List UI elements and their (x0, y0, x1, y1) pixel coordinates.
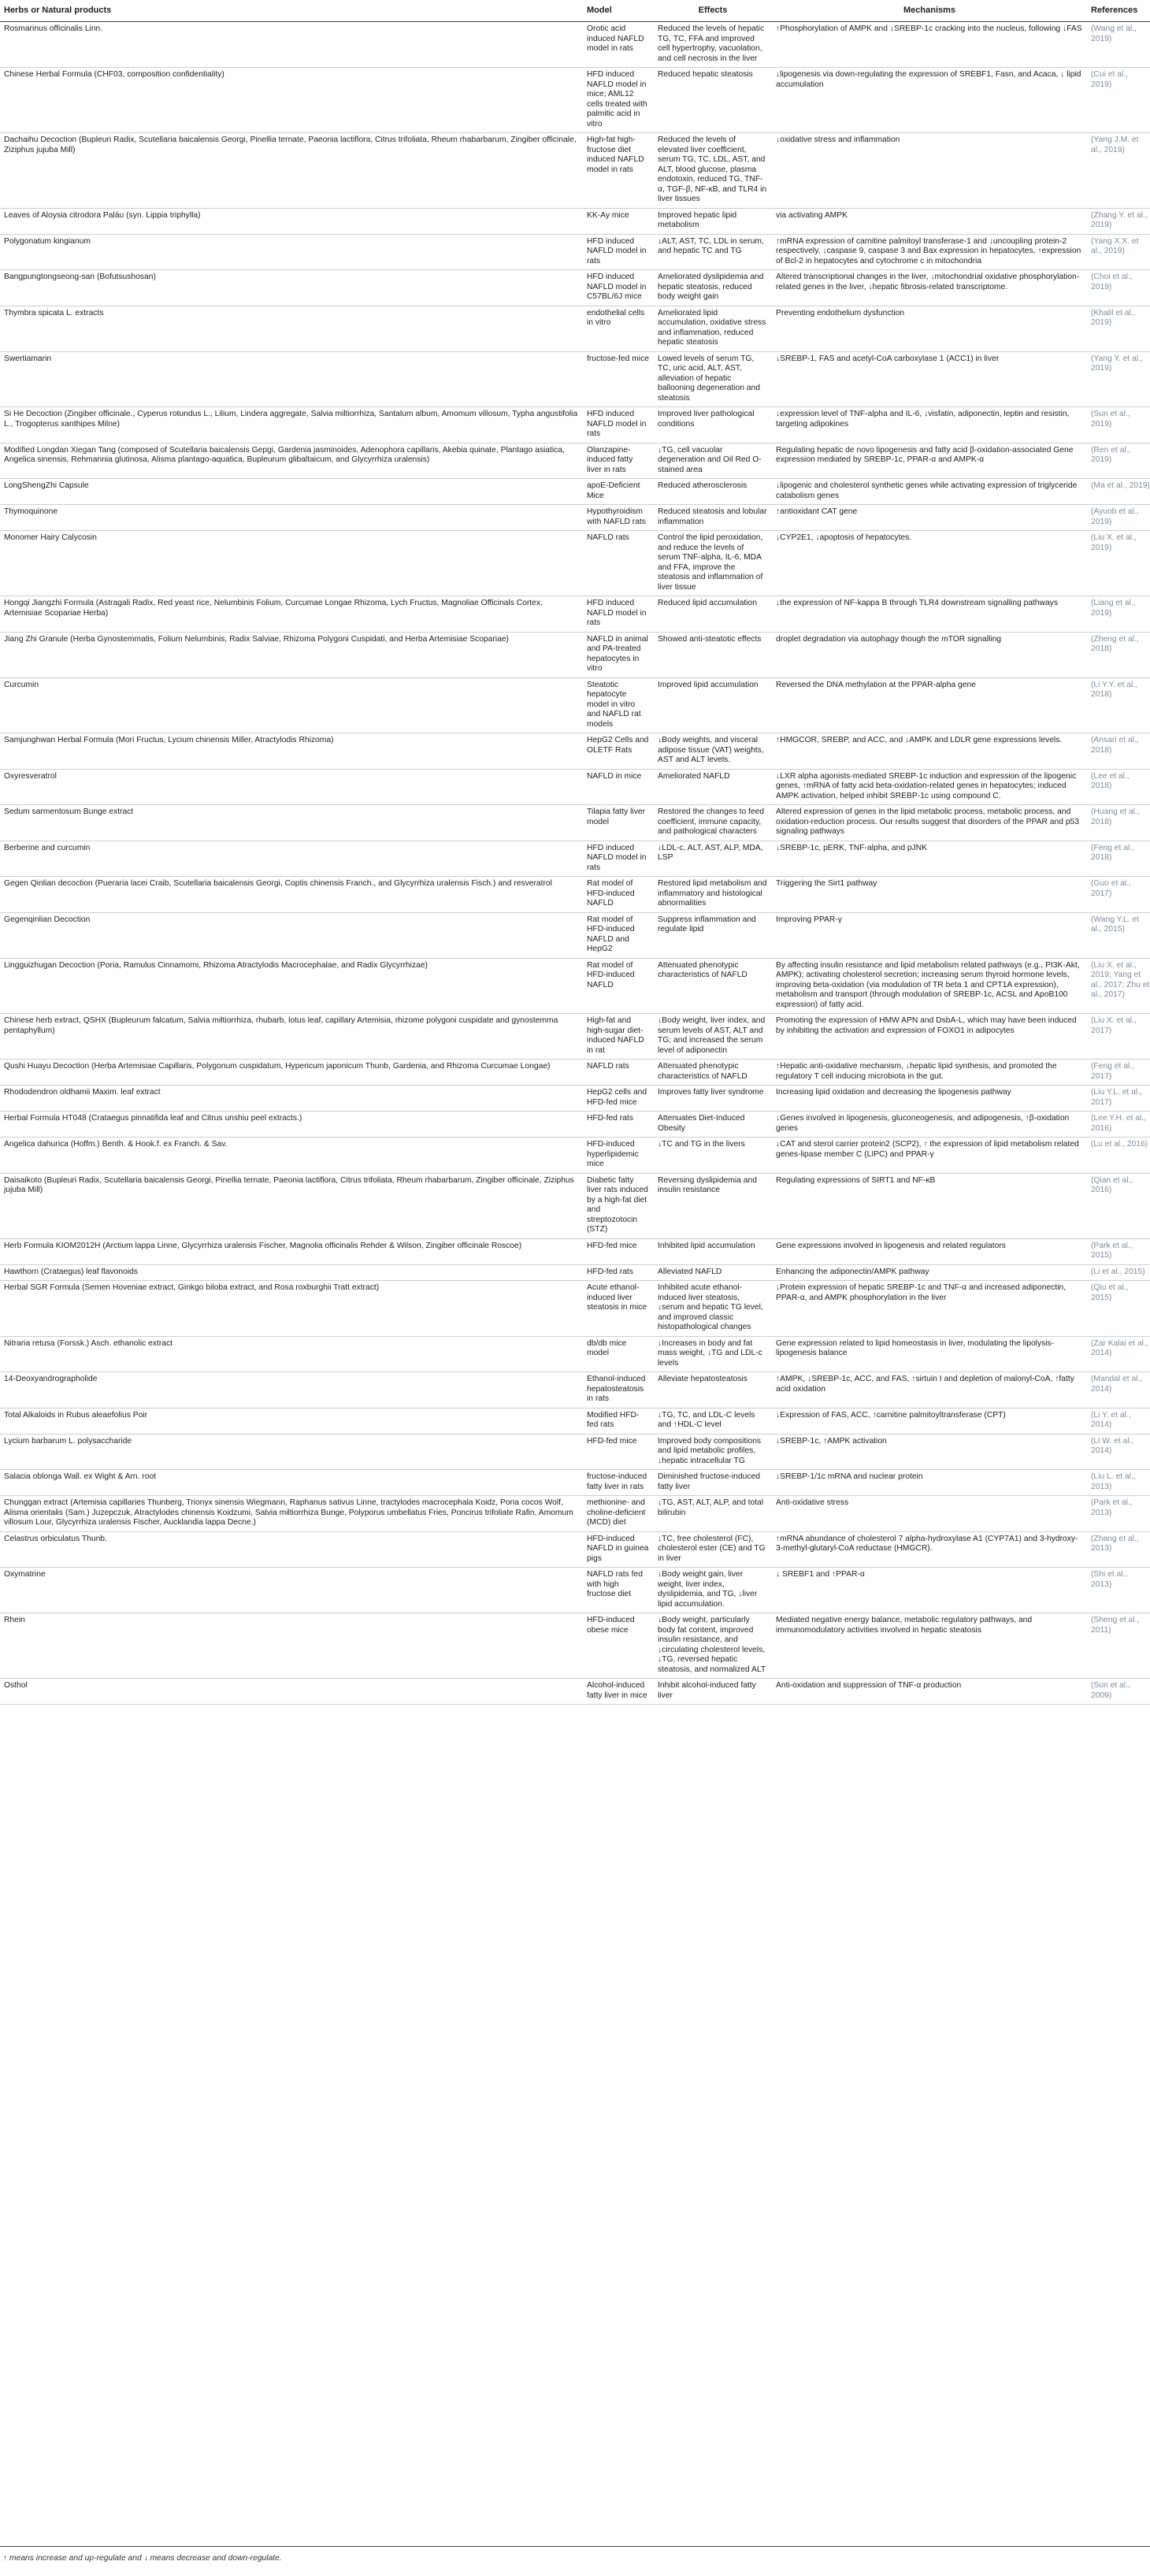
cell-mechanisms: ↓CAT and sterol carrier protein2 (SCP2), ↑ the expression of lipid metabolism related genes-lipase member C (LIPC) and PPAR-γ (772, 1138, 1087, 1174)
cell-mechanisms: ↑mRNA expression of carnitine palmitoyl transferase-1 and ↓uncoupling protein-2 respectively, ↓caspase 9, caspase 3 and Bax expression in hepatocytes, ↑expression of Bcl-2 in hepatocytes and cytochrome c in mitochondria (772, 234, 1087, 270)
cell-model: HFD-fed rats (583, 1264, 654, 1281)
cell-herb: Gegen Qinlian decoction (Pueraria lacei Craib, Scutellaria baicalensis Georgi, Coptis chinensis Franch., and Glycyrrhiza uralensis Fisch.) and resveratrol (0, 877, 583, 913)
cell-model: HFD induced NAFLD model in C57BL/6J mice (583, 270, 654, 306)
cell-herb: Lycium barbarum L. polysaccharide (0, 1434, 583, 1470)
cell-mechanisms: ↑Phosphorylation of AMPK and ↓SREBP-1c cracking into the nucleus, following ↓FAS (772, 22, 1087, 68)
cell-model: NAFLD rats fed with high fructose diet (583, 1568, 654, 1613)
cell-mechanisms: ↑antioxidant CAT gene (772, 505, 1087, 531)
cell-herb: Jiang Zhi Granule (Herba Gynostemmatis, Folium Nelumbinis, Radix Salviae, Rhizoma Polygoni Cuspidati, and Herba Artemisiae Scopariae) (0, 632, 583, 677)
cell-effects: Alleviated NAFLD (654, 1264, 772, 1281)
cell-mechanisms: ↓oxidative stress and inflammation (772, 133, 1087, 209)
cell-herb: LongShengZhi Capsule (0, 479, 583, 505)
table-row (0, 1372, 1150, 1409)
table-row (0, 133, 1150, 209)
table-row (0, 1408, 1150, 1434)
cell-effects: ↓TG, cell vacuolar degeneration and Oil Red O-stained area (654, 443, 772, 479)
cell-effects: Improves fatty liver syndrome (654, 1086, 772, 1112)
cell-effects: Ameliorated NAFLD (654, 769, 772, 805)
cell-mechanisms: ↓the expression of NF-kappa B through TLR4 downstream signalling pathways (772, 596, 1087, 633)
cell-mechanisms: droplet degradation via autophagy though the mTOR signalling (772, 632, 1087, 677)
cell-model: endothelial cells in vitro (583, 306, 654, 351)
table-row (0, 805, 1150, 841)
cell-effects: Attenuates Diet-Induced Obesity (654, 1112, 772, 1138)
cell-reference[interactable]: (Liu X. et al., 2019; Yang et al., 2017; Zhu et al., 2017) (1087, 958, 1150, 1014)
cell-reference[interactable]: (Ren et al., 2019) (1087, 443, 1150, 479)
table-row (0, 1112, 1150, 1138)
col-header-references: References (1087, 0, 1150, 22)
cell-herb: Thymoquinone (0, 505, 583, 531)
cell-herb: Rhein (0, 1613, 583, 1679)
cell-effects: ↓Body weight gain, liver weight, liver index, dyslipidemia, and TG, ↓liver lipid accumulation. (654, 1568, 772, 1613)
cell-herb: Monomer Hairy Calycosin (0, 531, 583, 596)
cell-reference[interactable]: (Li Y.Y. et al., 2018) (1087, 677, 1150, 733)
col-header-herbs: Herbs or Natural products (0, 0, 583, 22)
cell-reference[interactable]: (Zheng et al., 2018) (1087, 632, 1150, 677)
cell-mechanisms: ↓CYP2E1, ↓apoptosis of hepatocytes. (772, 531, 1087, 596)
cell-mechanisms: By affecting insulin resistance and lipid metabolism related pathways (e.g., PI3K-Akt, AMPK); activating cholesterol secretion; increasing serum thyroid hormone levels, improving beta-oxidation (via modulation of TR beta 1 and CPT1A expression), metabolism and transport (through modulation of SREBP-1c, ACSL and ApoB100 expression) of fatty acid. (772, 958, 1087, 1014)
cell-effects: ↓Body weights, and visceral adipose tissue (VAT) weights, AST and ALT levels. (654, 733, 772, 770)
cell-mechanisms: ↓expression level of TNF-alpha and IL-6, ↓visfatin, adiponectin, leptin and resistin, targeting adipokines (772, 407, 1087, 444)
cell-herb: Curcumin (0, 677, 583, 733)
footnote-divider (0, 2546, 1150, 2547)
table-row (0, 270, 1150, 306)
cell-mechanisms: via activating AMPK (772, 208, 1087, 234)
cell-reference[interactable]: (Liang et al., 2019) (1087, 596, 1150, 633)
cell-herb: Gegenqinlian Decoction (0, 912, 583, 958)
cell-effects: Control the lipid peroxidation, and reduce the levels of serum TNF-alpha, IL-6, MDA and FFA, improve the steatosis and inflammation of liver tissue (654, 531, 772, 596)
cell-herb: Oxymatrine (0, 1568, 583, 1613)
cell-reference[interactable]: (Park et al., 2015) (1087, 1238, 1150, 1264)
cell-reference[interactable]: (Park et al., 2013) (1087, 1496, 1150, 1532)
cell-effects: ↓TC and TG in the livers (654, 1138, 772, 1174)
cell-reference[interactable]: (Yang Y. et al., 2019) (1087, 351, 1150, 407)
cell-effects: Ameliorated dyslipidemia and hepatic steatosis, reduced body weight gain (654, 270, 772, 306)
table-row (0, 769, 1150, 805)
cell-mechanisms: ↓ SREBF1 and ↑PPAR-α (772, 1568, 1087, 1613)
cell-model: db/db mice model (583, 1336, 654, 1372)
cell-mechanisms: ↑mRNA abundance of cholesterol 7 alpha-hydroxylase A1 (CYP7A1) and 3-hydroxy-3-methyl-glutaryl-CoA reductase (HMGCR). (772, 1531, 1087, 1568)
cell-effects: Ameliorated lipid accumulation, oxidative stress and inflammation, reduced hepatic steatosis (654, 306, 772, 351)
cell-effects: Attenuated phenotypic characteristics of NAFLD (654, 958, 772, 1014)
cell-effects: ↓ALT, AST, TC, LDL in serum, and hepatic TC and TG (654, 234, 772, 270)
cell-herb: Chinese Herbal Formula (CHF03, composition confidentiality) (0, 68, 583, 133)
cell-effects: ↓TC, free cholesterol (FC), cholesterol ester (CE) and TG in liver (654, 1531, 772, 1568)
cell-effects: Reduced steatosis and lobular inflammation (654, 505, 772, 531)
cell-reference[interactable]: (Cui et al., 2019) (1087, 68, 1150, 133)
col-header-effects: Effects (654, 0, 772, 22)
cell-mechanisms: Preventing endothelium dysfunction (772, 306, 1087, 351)
cell-effects: Reduced the levels of elevated liver coefficient, serum TG, TC, LDL, AST, and ALT, blood glucose, plasma endotoxin, reduced TG, TNF-α, TGF-β, NF-κB, and TLR4 in liver tissues (654, 133, 772, 209)
cell-mechanisms: Anti-oxidative stress (772, 1496, 1087, 1532)
cell-model: Acute ethanol-induced liver steatosis in mice (583, 1281, 654, 1337)
col-header-model: Model (583, 0, 654, 22)
cell-model: NAFLD rats (583, 531, 654, 596)
cell-effects: ↓Body weight, particularly body fat content, improved insulin resistance, and ↓circulating cholesterol levels, ↓TG, reversed hepatic steatosis, and normalized ALT (654, 1613, 772, 1679)
table-row (0, 841, 1150, 877)
cell-mechanisms: ↓Genes involved in lipogenesis, gluconeogenesis, and adipogenesis, ↑β-oxidation genes (772, 1112, 1087, 1138)
cell-reference[interactable]: (Liu X. et al., 2017) (1087, 1014, 1150, 1060)
table-row (0, 677, 1150, 733)
cell-mechanisms: Gene expression related to lipid homeostasis in liver, modulating the lipolysis-lipogenesis balance (772, 1336, 1087, 1372)
cell-herb: Dachaihu Decoction (Bupleuri Radix, Scutellaria baicalensis Georgi, Pinellia ternate, Paeonia lactiflora, Citrus trifoliata, Rheum rhabarbarum, Zingiber officinale, Ziziphus jujuba Mill) (0, 133, 583, 209)
cell-mechanisms: ↓LXR alpha agonists-mediated SREBP-1c induction and expression of the lipogenic genes, ↑mRNA of fatty acid beta-oxidation-related genes in hepatocytes; induced AMPK activation, helped inhibit SREBP-1c using compound C. (772, 769, 1087, 805)
cell-herb: Osthol (0, 1679, 583, 1705)
cell-mechanisms: ↑AMPK, ↓SREBP-1c, ACC, and FAS, ↑sirtuin I and depletion of malonyl-CoA, ↑fatty acid oxidation (772, 1372, 1087, 1409)
cell-effects: Alleviate hepatosteatosis (654, 1372, 772, 1409)
cell-reference[interactable]: (Qiu et al., 2015) (1087, 1281, 1150, 1337)
cell-herb: Swertiamarin (0, 351, 583, 407)
table-row (0, 22, 1150, 68)
cell-model: Ethanol-induced hepatosteatosis in rats (583, 1372, 654, 1409)
cell-herb: 14-Deoxyandrographolide (0, 1372, 583, 1409)
cell-effects: Lowed levels of serum TG, TC, uric acid, ALT, AST, alleviation of hepatic ballooning degeneration and steatosis (654, 351, 772, 407)
cell-reference[interactable]: (Sheng et al., 2011) (1087, 1613, 1150, 1679)
cell-reference[interactable]: (Li W. et al., 2014) (1087, 1434, 1150, 1470)
table-row (0, 877, 1150, 913)
cell-reference[interactable]: (Sun et al., 2019) (1087, 407, 1150, 444)
cell-mechanisms: ↑HMGCOR, SREBP, and ACC, and ↓AMPK and LDLR gene expressions levels. (772, 733, 1087, 770)
cell-model: HFD-fed rats (583, 1112, 654, 1138)
table-row (0, 1434, 1150, 1470)
cell-model: Steatotic hepatocyte model in vitro and NAFLD rat models (583, 677, 654, 733)
table-row (0, 1336, 1150, 1372)
cell-reference[interactable]: (Ayuob et al., 2019) (1087, 505, 1150, 531)
table-row (0, 1264, 1150, 1281)
cell-mechanisms: ↓SREBP-1c, ↑AMPK activation (772, 1434, 1087, 1470)
cell-model: HFD induced NAFLD model in mice; AML12 cells treated with palmitic acid in vitro (583, 68, 654, 133)
cell-model: HFD-induced obese mice (583, 1613, 654, 1679)
cell-effects: Improved liver pathological conditions (654, 407, 772, 444)
table-row (0, 479, 1150, 505)
cell-mechanisms: ↓Protein expression of hepatic SREBP-1c and TNF-α and increased adiponectin, PPAR-α, and AMPK phosphorylation in the liver (772, 1281, 1087, 1337)
cell-effects: Improved lipid accumulation (654, 677, 772, 733)
cell-herb: Sedum sarmentosum Bunge extract (0, 805, 583, 841)
cell-effects: Reduced hepatic steatosis (654, 68, 772, 133)
cell-herb: Polygonatum kingianum (0, 234, 583, 270)
cell-herb: Qushi Huayu Decoction (Herba Artemisiae Capillaris, Polygonum cuspidatum, Hypericum japonicum Thunb, Gardenia, and Rhizoma Curcumae Longae) (0, 1060, 583, 1086)
table-row (0, 505, 1150, 531)
cell-reference[interactable]: (Yang J.M. et al., 2019) (1087, 133, 1150, 209)
cell-model: HFD-fed mice (583, 1434, 654, 1470)
table-row (0, 407, 1150, 444)
cell-reference[interactable]: (Ma et al., 2019) (1087, 479, 1150, 505)
cell-model: High-fat high-fructose diet induced NAFLD model in rats (583, 133, 654, 209)
cell-mechanisms: ↓Expression of FAS, ACC, ↑carnitine palmitoyltransferase (CPT) (772, 1408, 1087, 1434)
cell-effects: ↓TG, AST, ALT, ALP, and total bilirubin (654, 1496, 772, 1532)
table-row (0, 1238, 1150, 1264)
cell-effects: Improved body compositions and lipid metabolic profiles, ↓hepatic intracellular TG (654, 1434, 772, 1470)
cell-herb: Modified Longdan Xiegan Tang (composed of Scutellaria baicalensis Gepgi, Gardenia jasminoides, Adenophora capillaris, Akebia quinate, Plantago asiatica, Angelica sinensis, Rehmannia glutinosa, Alisma plantago-aquatica, Bupleurum glibaltaicum, and Glycyrrhiza uralensis) (0, 443, 583, 479)
table-row (0, 68, 1150, 133)
cell-herb: Total Alkaloids in Rubus aleaefolius Poir (0, 1408, 583, 1434)
cell-herb: Celastrus orbiculatus Thunb. (0, 1531, 583, 1568)
cell-herb: Berberine and curcumin (0, 841, 583, 877)
cell-mechanisms: Promoting the expression of HMW APN and DsbA-L, which may have been induced by inhibiting the activation and expression of FOXO1 in adipocytes (772, 1014, 1087, 1060)
cell-herb: Daisaikoto (Bupleuri Radix, Scutellaria baicalensis Georgi, Pinellia ternate, Paeonia lactiflora, Citrus trifoliata, Rheum rhabarbarum, Zingiber officinale, Ziziphus jujuba Mill) (0, 1173, 583, 1238)
cell-reference[interactable]: (Liu X. et al., 2019) (1087, 531, 1150, 596)
cell-reference[interactable]: (Feng et al., 2017) (1087, 1060, 1150, 1086)
cell-effects: Reversing dyslipidemia and insulin resistance (654, 1173, 772, 1238)
table-row (0, 351, 1150, 407)
cell-model: HFD-induced NAFLD in guinea pigs (583, 1531, 654, 1568)
cell-herb: Thymbra spicata L. extracts (0, 306, 583, 351)
cell-reference[interactable]: (Liu L. et al., 2013) (1087, 1470, 1150, 1496)
cell-reference[interactable]: (Yang X.X. et al., 2019) (1087, 234, 1150, 270)
cell-mechanisms: Mediated negative energy balance, metabolic regulatory pathways, and immunomodulatory activities involved in hepatic steatosis (772, 1613, 1087, 1679)
cell-herb: Lingguizhugan Decoction (Poria, Ramulus Cinnamomi, Rhizoma Atractylodis Macrocephalae, and Radix Glycyrrhizae) (0, 958, 583, 1014)
cell-herb: Chunggan extract (Artemisia capillaries Thunberg, Trionyx sinensis Wiegmann, Raphanus sativus Linne, tractylodes macrocephala Koidz, Poria cocos Wolf, Alisma orientalis (Sam.) Juzepczuk, Atractylodes chinensis Koidzumi, Salvia miltiorrhiza Bunge, Polyporus umbellatus Fries, Poncirus trifoliate Rafin, Amomum villosum Lour, Glycyrrhiza uralensis Fischer, Aucklandia lappa Decne.) (0, 1496, 583, 1532)
cell-model: KK-Ay mice (583, 208, 654, 234)
table-row (0, 234, 1150, 270)
cell-reference[interactable]: (Guo et al., 2017) (1087, 877, 1150, 913)
table-footnote: ↑ means increase and up-regulate and ↓ means decrease and down-regulate. (3, 2554, 282, 2563)
cell-effects: Inhibited acute ethanol-induced liver steatosis, ↓serum and hepatic TG level, and improved classic histopathological changes (654, 1281, 772, 1337)
cell-mechanisms: ↑Hepatic anti-oxidative mechanism, ↓hepatic lipid synthesis, and promoted the regulatory T cell inducing microbiota in the gut. (772, 1060, 1087, 1086)
cell-mechanisms: ↓SREBP-1, FAS and acetyl-CoA carboxylase 1 (ACC1) in liver (772, 351, 1087, 407)
cell-effects: Suppress inflammation and regulate lipid (654, 912, 772, 958)
cell-herb: Salacia oblonga Wall. ex Wight & Arn. root (0, 1470, 583, 1496)
cell-effects: ↓Body weight, liver index, and serum levels of AST, ALT and TG; and increased the serum level of adiponectin (654, 1014, 772, 1060)
table-row (0, 208, 1150, 234)
table-header-row (0, 0, 1150, 22)
table-row (0, 1014, 1150, 1060)
cell-mechanisms: ↓SREBP-1c, pERK, TNF-alpha, and pJNK (772, 841, 1087, 877)
cell-model: Olanzapine-induced fatty liver in rats (583, 443, 654, 479)
table-row (0, 1060, 1150, 1086)
table-row (0, 1086, 1150, 1112)
cell-reference[interactable]: (Li Y. et al., 2014) (1087, 1408, 1150, 1434)
cell-reference[interactable]: (Qian et al., 2016) (1087, 1173, 1150, 1238)
table-row (0, 912, 1150, 958)
cell-reference[interactable]: (Feng et al., 2018) (1087, 841, 1150, 877)
cell-effects: ↓TG, TC, and LDL-C levels and ↑HDL-C level (654, 1408, 772, 1434)
cell-herb: Angelica dahurica (Hoffm.) Benth. & Hook.f. ex Franch. & Sav. (0, 1138, 583, 1174)
cell-model: methionine- and choline-deficient (MCD) diet (583, 1496, 654, 1532)
cell-reference[interactable]: (Wang et al., 2019) (1087, 22, 1150, 68)
cell-effects: Diminished fructose-induced fatty liver (654, 1470, 772, 1496)
cell-model: Orotic acid induced NAFLD model in rats (583, 22, 654, 68)
cell-model: Diabetic fatty liver rats induced by a high-fat diet and streptozotocin (STZ) (583, 1173, 654, 1238)
cell-model: Rat model of HFD-induced NAFLD (583, 877, 654, 913)
table-row (0, 1281, 1150, 1337)
cell-reference[interactable]: (Zhang et al., 2013) (1087, 1531, 1150, 1568)
cell-model: High-fat and high-sugar diet-induced NAFLD in rat (583, 1014, 654, 1060)
cell-model: Alcohol-induced fatty liver in mice (583, 1679, 654, 1705)
table-row (0, 1173, 1150, 1238)
col-header-mechanisms: Mechanisms (772, 0, 1087, 22)
cell-mechanisms: Triggering the Sirt1 pathway (772, 877, 1087, 913)
table-row (0, 306, 1150, 351)
table-row (0, 531, 1150, 596)
cell-herb: Oxyresveratrol (0, 769, 583, 805)
cell-herb: Bangpungtongseong-san (Bofutsushosan) (0, 270, 583, 306)
table-row (0, 1496, 1150, 1532)
cell-model: HFD-fed mice (583, 1238, 654, 1264)
cell-effects: Reduced atherosclerosis (654, 479, 772, 505)
cell-effects: ↓LDL-c, ALT, AST, ALP, MDA, LSP (654, 841, 772, 877)
cell-effects: Restored the changes to feed coefficient, immune capacity, and pathological characters (654, 805, 772, 841)
table-row (0, 1138, 1150, 1174)
cell-reference[interactable]: (Shi et al., 2013) (1087, 1568, 1150, 1613)
cell-mechanisms: Altered expression of genes in the lipid metabolic process, metabolic process, and oxidation-reduction process. Our results suggest that disorders of the PPAR and p53 signaling pathways (772, 805, 1087, 841)
cell-model: HFD induced NAFLD model in rats (583, 234, 654, 270)
cell-mechanisms: Anti-oxidation and suppression of TNF-α production (772, 1679, 1087, 1705)
table-row (0, 596, 1150, 633)
table-row (0, 1470, 1150, 1496)
cell-model: HFD induced NAFLD model in rats (583, 407, 654, 444)
cell-reference[interactable]: (Lee Y.H. et al., 2016) (1087, 1112, 1150, 1138)
cell-effects: Inhibited lipid accumulation (654, 1238, 772, 1264)
cell-reference[interactable]: (Ansari et al., 2018) (1087, 733, 1150, 770)
cell-model: HFD induced NAFLD model in rats (583, 841, 654, 877)
cell-reference[interactable]: (Liu Y.L. et al., 2017) (1087, 1086, 1150, 1112)
cell-herb: Herb Formula KIOM2012H (Arctium lappa Linne, Glycyrrhiza uralensis Fischer, Magnolia officinalis Rehder & Wilson, Zingiber officinale Roscoe) (0, 1238, 583, 1264)
cell-effects: Improved hepatic lipid metabolism (654, 208, 772, 234)
cell-herb: Rhododendron oldhamii Maxim. leaf extract (0, 1086, 583, 1112)
cell-herb: Hawthorn (Crataegus) leaf flavonoids (0, 1264, 583, 1281)
cell-herb: Leaves of Aloysia citrodora Paláu (syn. Lippia triphylla) (0, 208, 583, 234)
cell-herb: Nitraria retusa (Forssk.) Asch. ethanolic extract (0, 1336, 583, 1372)
cell-mechanisms: Reversed the DNA methylation at the PPAR-alpha gene (772, 677, 1087, 733)
cell-reference[interactable]: (Sun et al., 2009) (1087, 1679, 1150, 1705)
cell-herb: Si He Decoction (Zingiber officinale., Cyperus rotundus L., Lilium, Lindera aggregate, Salvia miltiorrhiza, Santalum album, Amomum villosum, Typha angustifolia L., Trogopterus xanthipes Milne) (0, 407, 583, 444)
cell-herb: Herbal Formula HT048 (Crataegus pinnatifida leaf and Citrus unshiu peel extracts.) (0, 1112, 583, 1138)
cell-effects: Showed anti-steatotic effects (654, 632, 772, 677)
cell-effects: ↓Increases in body and fat mass weight, ↓TG and LDL-c levels (654, 1336, 772, 1372)
cell-mechanisms: Enhancing the adiponectin/AMPK pathway (772, 1264, 1087, 1281)
cell-model: Rat model of HFD-induced NAFLD and HepG2 (583, 912, 654, 958)
cell-mechanisms: Altered transcriptional changes in the liver, ↓mitochondrial oxidative phosphorylation-related genes in the liver, ↓hepatic fibrosis-related transcriptome. (772, 270, 1087, 306)
cell-herb: Rosmarinus officinalis Linn. (0, 22, 583, 68)
cell-mechanisms: ↓lipogenic and cholesterol synthetic genes while activating expression of triglyceride catabolism genes (772, 479, 1087, 505)
cell-reference[interactable]: (Khalil et al., 2019) (1087, 306, 1150, 351)
cell-model: Rat model of HFD-induced NAFLD (583, 958, 654, 1014)
cell-model: NAFLD rats (583, 1060, 654, 1086)
cell-model: NAFLD in animal and PA-treated hepatocytes in vitro (583, 632, 654, 677)
cell-mechanisms: ↓lipogenesis via down-regulating the expression of SREBF1, Fasn, and Acaca, ↓ lipid accumulation (772, 68, 1087, 133)
cell-mechanisms: Gene expressions involved in lipogenesis and related regulators (772, 1238, 1087, 1264)
cell-herb: Herbal SGR Formula (Semen Hoveniae extract, Ginkgo biloba extract, and Rosa roxburghii Tratt extract) (0, 1281, 583, 1337)
table-body (0, 22, 1150, 1705)
cell-mechanisms: Regulating expressions of SIRT1 and NF-κB (772, 1173, 1087, 1238)
cell-effects: Reduced lipid accumulation (654, 596, 772, 633)
cell-mechanisms: Improving PPAR-γ (772, 912, 1087, 958)
cell-mechanisms: Increasing lipid oxidation and decreasing the lipogenesis pathway (772, 1086, 1087, 1112)
table-row (0, 1679, 1150, 1705)
cell-reference[interactable]: (Lee et al., 2018) (1087, 769, 1150, 805)
cell-model: HFD-induced hyperlipidemic mice (583, 1138, 654, 1174)
cell-reference[interactable]: (Mandal et al., 2014) (1087, 1372, 1150, 1409)
cell-mechanisms: ↓SREBP-1/1c mRNA and nuclear protein (772, 1470, 1087, 1496)
table-row (0, 733, 1150, 770)
cell-reference[interactable]: (Choi et al., 2019) (1087, 270, 1150, 306)
cell-reference[interactable]: (Li et al., 2015) (1087, 1264, 1150, 1281)
cell-reference[interactable]: (Wang Y.L. et al., 2015) (1087, 912, 1150, 958)
cell-reference[interactable]: (Zar Kalai et al., 2014) (1087, 1336, 1150, 1372)
table-row (0, 958, 1150, 1014)
table-row (0, 1613, 1150, 1679)
cell-model: HepG2 Cells and OLETF Rats (583, 733, 654, 770)
cell-reference[interactable]: (Lu et al., 2016) (1087, 1138, 1150, 1174)
cell-effects: Attenuated phenotypic characteristics of NAFLD (654, 1060, 772, 1086)
cell-herb: Hongqi Jiangzhi Formula (Astragali Radix, Red yeast rice, Nelumbinis Folium, Curcumae Longae Rhizoma, Lych Fructus, Magnoliae Officinals Cortex, Artemisiae Scopariae Herba) (0, 596, 583, 633)
cell-model: apoE-Deficient Mice (583, 479, 654, 505)
cell-effects: Restored lipid metabolism and inflammatory and histological abnormalities (654, 877, 772, 913)
cell-reference[interactable]: (Zhang Y. et al., 2019) (1087, 208, 1150, 234)
cell-mechanisms: Regulating hepatic de novo lipogenesis and fatty acid β-oxidation-associated Gene expression mediated by SREBP-1c, PPAR-α and AMPK-α (772, 443, 1087, 479)
cell-model: HepG2 cells and HFD-fed mice (583, 1086, 654, 1112)
table-row (0, 1568, 1150, 1613)
cell-reference[interactable]: (Huang et al., 2018) (1087, 805, 1150, 841)
cell-model: fructose-induced fatty liver in rats (583, 1470, 654, 1496)
cell-model: Tilapia fatty liver model (583, 805, 654, 841)
table-row (0, 632, 1150, 677)
table-row (0, 443, 1150, 479)
cell-effects: Reduced the levels of hepatic TG, TC, FFA and improved cell hypertrophy, vacuolation, and cell necrosis in the liver (654, 22, 772, 68)
cell-model: HFD induced NAFLD model in rats (583, 596, 654, 633)
table-row (0, 1531, 1150, 1568)
cell-model: Hypothyroidism with NAFLD rats (583, 505, 654, 531)
cell-model: NAFLD in mice (583, 769, 654, 805)
cell-model: Modified HFD-fed rats (583, 1408, 654, 1434)
cell-model: fructose-fed mice (583, 351, 654, 407)
cell-herb: Samjunghwan Herbal Formula (Mori Fructus, Lycium chinensis Miller, Atractylodis Rhizoma) (0, 733, 583, 770)
cell-effects: Inhibit alcohol-induced fatty liver (654, 1679, 772, 1705)
cell-herb: Chinese herb extract, QSHX (Bupleurum falcatum, Salvia miltiorrhiza, rhubarb, lotus leaf, capillary Artemisia, rhizome polygoni cuspidate and gynostemma pentaphyllum) (0, 1014, 583, 1060)
